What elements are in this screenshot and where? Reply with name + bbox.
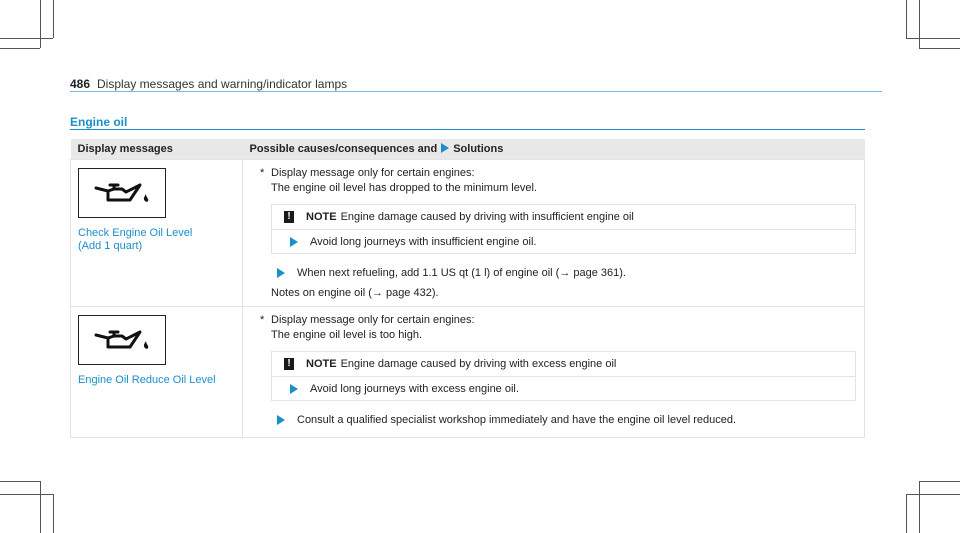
crop-mark [919, 481, 920, 533]
crop-mark [0, 38, 53, 39]
footnote-star: * [260, 314, 265, 326]
crop-mark [53, 0, 54, 38]
cause-text: Display message only for certain engines: [271, 314, 475, 326]
message-text: (Add 1 quart) [78, 240, 143, 252]
arrow-right-icon [290, 384, 298, 394]
section-title: Engine oil [70, 115, 128, 129]
crop-mark [906, 38, 960, 39]
action-item [271, 413, 856, 427]
column-header-causes [243, 139, 865, 160]
arrow-right-icon [277, 268, 285, 278]
page-number: 486 [70, 77, 91, 91]
oil-can-icon [78, 168, 166, 218]
note-label: NOTE [306, 211, 337, 223]
message-cell [71, 160, 243, 307]
column-header-causes-text: Possible causes/consequences and [249, 143, 438, 155]
crop-mark [40, 481, 41, 533]
action-text: When next refueling, add 1.1 US qt (1 l) of engine oil (→ page 361). [297, 267, 626, 279]
page-header-title: Display messages and warning/indicator lamps [97, 77, 348, 91]
table-header-row [71, 139, 865, 160]
note-label: NOTE [306, 358, 337, 370]
crop-mark [906, 0, 907, 38]
note-box [271, 204, 856, 230]
table-row [71, 160, 865, 307]
section-rule [70, 129, 865, 130]
warning-icon: ! [284, 211, 294, 223]
message-text: Check Engine Oil Level [78, 227, 193, 239]
action-text: Consult a qualified specialist workshop immediately and have the engine oil level reduced. [297, 414, 737, 426]
arrow-right-icon [441, 143, 449, 153]
crop-mark [0, 481, 40, 482]
warning-icon: ! [284, 358, 294, 370]
note-action-text: Avoid long journeys with insufficient engine oil. [310, 235, 537, 248]
arrow-right-icon [277, 415, 285, 425]
action-item [271, 266, 856, 280]
cause-text: The engine oil level has dropped to the minimum level. [271, 182, 537, 194]
cause-text: The engine oil level is too high. [271, 329, 423, 341]
table-row [71, 307, 865, 438]
note-box [271, 351, 856, 377]
header-rule [70, 91, 882, 92]
crop-mark [53, 494, 54, 533]
column-header-solutions-text: Solutions [453, 143, 504, 155]
note-action-box [271, 377, 856, 401]
extra-text: Notes on engine oil (→ page 432). [271, 287, 439, 299]
note-action-text: Avoid long journeys with excess engine oil. [310, 382, 519, 395]
arrow-right-icon [290, 237, 298, 247]
causes-cell [243, 307, 865, 438]
message-cell [71, 307, 243, 438]
footnote-star: * [260, 167, 265, 179]
causes-cell [243, 160, 865, 307]
crop-mark [906, 494, 960, 495]
note-action-box [271, 230, 856, 254]
crop-mark [906, 494, 907, 533]
note-text: Engine damage caused by driving with excess engine oil [340, 358, 617, 370]
message-text: Engine Oil Reduce Oil Level [78, 374, 216, 386]
column-header-messages: Display messages [71, 139, 243, 160]
crop-mark [919, 48, 960, 49]
crop-mark [919, 0, 920, 48]
crop-mark [0, 494, 53, 495]
oil-can-icon [78, 315, 166, 365]
crop-mark [0, 48, 40, 49]
crop-mark [919, 481, 960, 482]
crop-mark [40, 0, 41, 48]
note-text: Engine damage caused by driving with insufficient engine oil [340, 211, 634, 223]
messages-table [70, 139, 865, 438]
cause-text: Display message only for certain engines: [271, 167, 475, 179]
